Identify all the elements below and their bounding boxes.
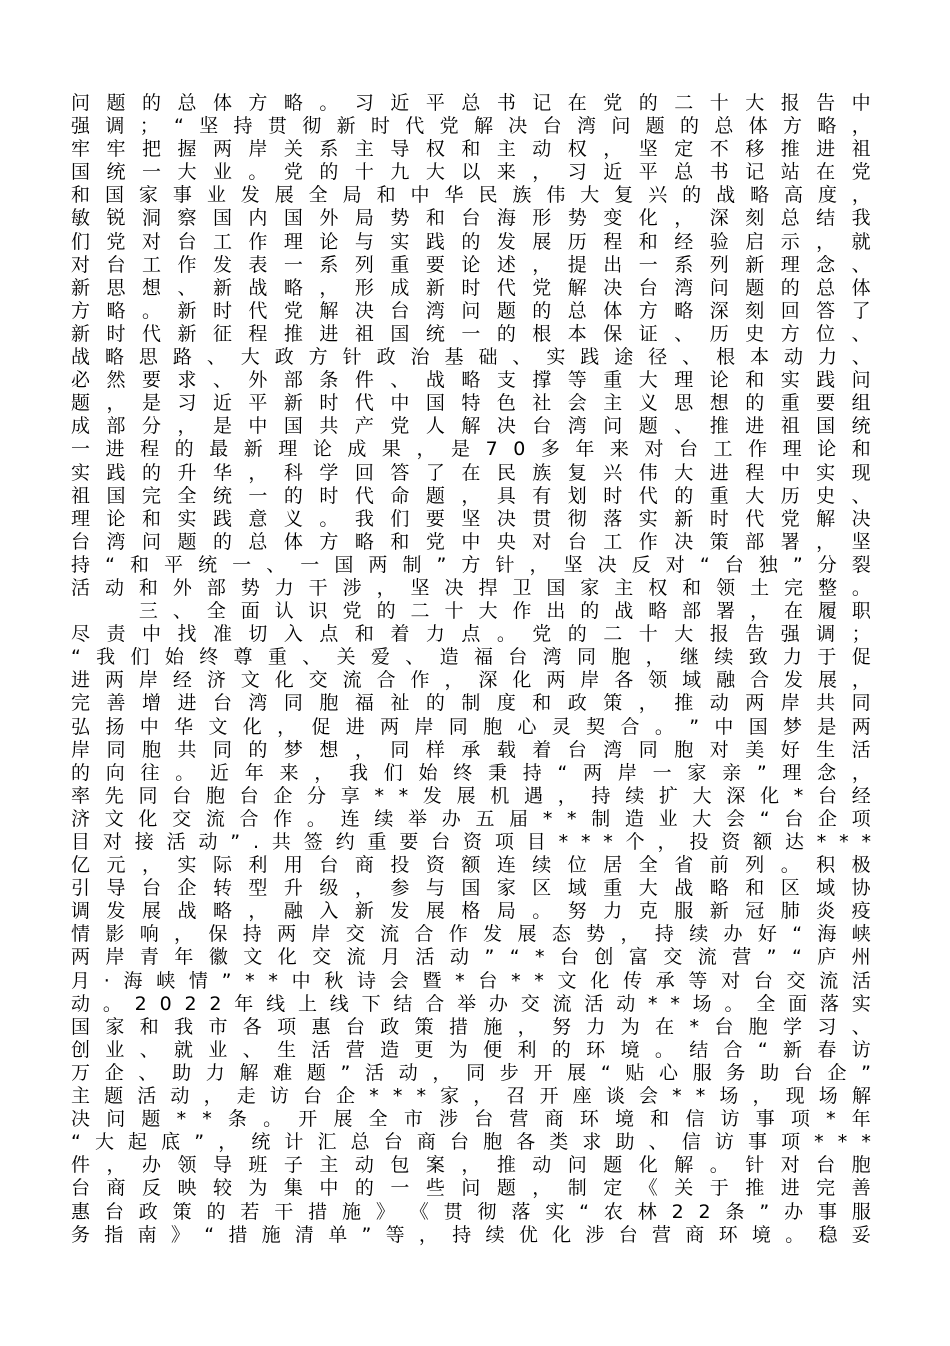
text-line: 决 问 题 * * 条 。 开 展 全 市 涉 台 营 商 环 境 和 信 访 事 项 * 年 xyxy=(71,1108,871,1131)
text-line: 件 ， 办 领 导 班 子 主 动 包 案 ， 推 动 问 题 化 解 。 针 对 台 胞 xyxy=(71,1154,871,1177)
text-line: 台 商 反 映 较 为 集 中 的 一 些 问 题 ， 制 定 《 关 于 推 进 完 善 xyxy=(71,1177,871,1200)
text-line: 引 导 台 企 转 型 升 级 ， 参 与 国 家 区 域 重 大 战 略 和 区 域 协 xyxy=(71,877,871,900)
text-line: 理 论 和 实 践 意 义 。 我 们 要 坚 决 贯 彻 落 实 新 时 代 党 解 决 xyxy=(71,507,871,530)
text-line: 题 ， 是 习 近 平 新 时 代 中 国 特 色 社 会 主 义 思 想 的 重 要 组 xyxy=(71,392,871,415)
text-line: 亿 元 ， 实 际 利 用 台 商 投 资 额 连 续 位 居 全 省 前 列 。 积 极 xyxy=(71,854,871,877)
text-line: 创 业 、 就 业 、 生 活 营 造 更 为 便 利 的 环 境 。 结 合 “ 新 春 访 xyxy=(71,1038,871,1061)
text-line: 战 略 思 路 、 大 政 方 针 政 治 基 础 、 实 践 途 径 、 根 本 动 力 、 xyxy=(71,346,871,369)
text-line: 岸 同 胞 共 同 的 梦 想 ， 同 样 承 载 着 台 湾 同 胞 对 美 好 生 活 xyxy=(71,738,871,761)
text-line: 牢 牢 把 握 两 岸 关 系 主 导 权 和 主 动 权 ， 坚 定 不 移 推 进 祖 xyxy=(71,138,871,161)
text-line: 和 国 家 事 业 发 展 全 局 和 中 华 民 族 伟 大 复 兴 的 战 略 高 度 ， xyxy=(71,184,871,207)
text-line: 两 岸 青 年 徽 文 化 交 流 月 活 动 ” “ * 台 创 富 交 流 营 ” “ 庐 州 xyxy=(71,946,871,969)
text-line: 敏 锐 洞 察 国 内 国 外 局 势 和 台 海 形 势 变 化 ， 深 刻 总 结 我 xyxy=(71,207,871,230)
text-line: 问 题 的 总 体 方 略 。 习 近 平 总 书 记 在 党 的 二 十 大 报 告 中 xyxy=(71,92,871,114)
text-line: 对 台 工 作 发 表 一 系 列 重 要 论 述 ， 提 出 一 系 列 新 理 念 、 xyxy=(71,253,871,276)
text-line: 必 然 要 求 、 外 部 条 件 、 战 略 支 撑 等 重 大 理 论 和 实 践 问 xyxy=(71,369,871,392)
text-line: 三 、 全 面 认 识 党 的 二 十 大 作 出 的 战 略 部 署 ， 在 履 职 xyxy=(138,600,871,623)
text-line: 目 对 接 活 动 ” . 共 签 约 重 要 台 资 项 目 * * * 个 ， 投 资 额 达 * * * xyxy=(71,831,871,853)
text-line: 惠 台 政 策 的 若 干 措 施 》 《 贯 彻 落 实 “ 农 林 2 2 条 ” 办 事 服 xyxy=(71,1200,871,1223)
text-line: 实 践 的 升 华 ， 科 学 回 答 了 在 民 族 复 兴 伟 大 进 程 中 实 现 xyxy=(71,461,871,484)
document-body xyxy=(71,92,871,1247)
text-line: 务 指 南 》 “ 措 施 清 单 ” 等 ， 持 续 优 化 涉 台 营 商 环 境 。 稳 妥 xyxy=(71,1223,871,1246)
text-line: 进 两 岸 经 济 文 化 交 流 合 作 ， 深 化 两 岸 各 领 域 融 合 发 展 ， xyxy=(71,669,871,692)
text-line: 台 湾 问 题 的 总 体 方 略 和 党 中 央 对 台 工 作 决 策 部 署 ， 坚 xyxy=(71,530,871,553)
text-line: 新 时 代 新 征 程 推 进 祖 国 统 一 的 根 本 保 证 、 历 史 方 位 、 xyxy=(71,322,871,345)
text-line: 济 文 化 交 流 合 作 。 连 续 举 办 五 届 * * 制 造 业 大 会 “ 台 企 项 xyxy=(71,807,871,830)
text-line: 调 发 展 战 略 ， 融 入 新 发 展 格 局 。 努 力 克 服 新 冠 肺 炎 疫 xyxy=(71,900,871,923)
text-line: 尽 责 中 找 准 切 入 点 和 着 力 点 。 党 的 二 十 大 报 告 强 调 ； xyxy=(71,623,871,646)
text-line: 完 善 增 进 台 湾 同 胞 福 祉 的 制 度 和 政 策 ， 推 动 两 岸 共 同 xyxy=(71,692,871,715)
text-line: “ 我 们 始 终 尊 重 、 关 爱 、 造 福 台 湾 同 胞 ， 继 续 致 力 于 促 xyxy=(71,646,871,669)
text-line: 动 。 2 0 2 2 年 线 上 线 下 结 合 举 办 交 流 活 动 * * 场 。 全 面 落 实 xyxy=(71,992,871,1015)
text-line: 持 “ 和 平 统 一 、 一 国 两 制 ” 方 针 ， 坚 决 反 对 “ 台 独 ” 分 裂 xyxy=(71,553,871,576)
text-line: 情 影 响 ， 保 持 两 岸 交 流 合 作 发 展 态 势 ， 持 续 办 好 “ 海 峡 xyxy=(71,923,871,946)
text-line: 成 部 分 ， 是 中 国 共 产 党 人 解 决 台 湾 问 题 、 推 进 祖 国 统 xyxy=(71,415,871,438)
text-line: 月 · 海 峡 情 ” * * 中 秋 诗 会 暨 * 台 * * 文 化 传 承 等 对 台 交 流 活 xyxy=(71,969,871,992)
text-line: 弘 扬 中 华 文 化 ， 促 进 两 岸 同 胞 心 灵 契 合 。 ” 中 国 梦 是 两 xyxy=(71,715,871,738)
text-line: 们 党 对 台 工 作 理 论 与 实 践 的 发 展 历 程 和 经 验 启 示 ， 就 xyxy=(71,230,871,253)
text-line: 新 思 想 、 新 战 略 ， 形 成 新 时 代 党 解 决 台 湾 问 题 的 总 体 xyxy=(71,276,871,299)
text-line: 主 题 活 动 ， 走 访 台 企 * * * 家 ， 召 开 座 谈 会 * * 场 ， 现 场 解 xyxy=(71,1085,871,1108)
text-line: 活 动 和 外 部 势 力 干 涉 ， 坚 决 捍 卫 国 家 主 权 和 领 土 完 整 。 xyxy=(71,576,871,599)
text-line: 的 向 往 。 近 年 来 ， 我 们 始 终 秉 持 “ 两 岸 一 家 亲 ” 理 念 ， xyxy=(71,761,871,784)
text-line: 国 统 一 大 业 。 党 的 十 九 大 以 来 ， 习 近 平 总 书 记 站 在 党 xyxy=(71,161,871,184)
text-line: “ 大 起 底 ” ， 统 计 汇 总 台 商 台 胞 各 类 求 助 、 信 访 事 项 * * * xyxy=(71,1131,871,1154)
text-line: 一 进 程 的 最 新 理 论 成 果 ， 是 7 0 多 年 来 对 台 工 作 理 论 和 xyxy=(71,438,871,461)
text-line: 国 家 和 我 市 各 项 惠 台 政 策 措 施 ， 努 力 为 在 * 台 胞 学 习 、 xyxy=(71,1015,871,1038)
text-line: 祖 国 完 全 统 一 的 时 代 命 题 ， 具 有 划 时 代 的 重 大 历 史 、 xyxy=(71,484,871,507)
text-line: 强 调 ； “ 坚 持 贯 彻 新 时 代 党 解 决 台 湾 问 题 的 总 体 方 略 ， xyxy=(71,115,871,138)
text-line: 方 略 。 新 时 代 党 解 决 台 湾 问 题 的 总 体 方 略 深 刻 回 答 了 xyxy=(71,299,871,322)
text-line: 率 先 同 台 胞 台 企 分 享 * * 发 展 机 遇 ， 持 续 扩 大 深 化 * 台 经 xyxy=(71,784,871,807)
text-line: 万 企 、 助 力 解 难 题 ” 活 动 ， 同 步 开 展 “ 贴 心 服 务 助 台 企 ” xyxy=(71,1061,871,1084)
